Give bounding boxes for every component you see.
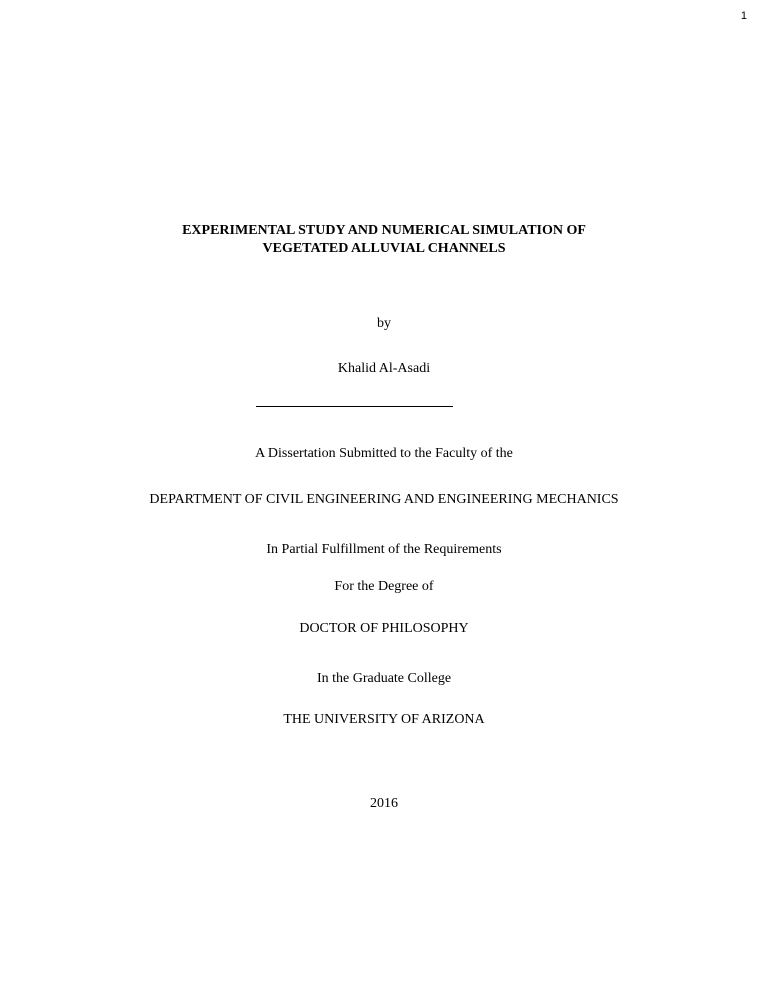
degree-name: DOCTOR OF PHILOSOPHY [299, 621, 469, 636]
title-line-2: VEGETATED ALLUVIAL CHANNELS [262, 241, 506, 256]
submission-statement: A Dissertation Submitted to the Faculty of the [255, 446, 513, 461]
year: 2016 [370, 796, 398, 811]
page-number: 1 [740, 10, 747, 22]
author-name: Khalid Al-Asadi [337, 361, 431, 376]
fulfillment-statement: In Partial Fulfillment of the Requirements [266, 542, 502, 557]
college-label: In the Graduate College [316, 671, 452, 686]
title-line-1: EXPERIMENTAL STUDY AND NUMERICAL SIMULATION OF [182, 223, 586, 238]
degree-label: For the Degree of [334, 579, 434, 594]
by-label: by [377, 316, 391, 331]
department-name: DEPARTMENT OF CIVIL ENGINEERING AND ENGINEERING MECHANICS [149, 492, 619, 507]
signature-rule [256, 406, 453, 407]
university-name: THE UNIVERSITY OF ARIZONA [283, 712, 485, 727]
